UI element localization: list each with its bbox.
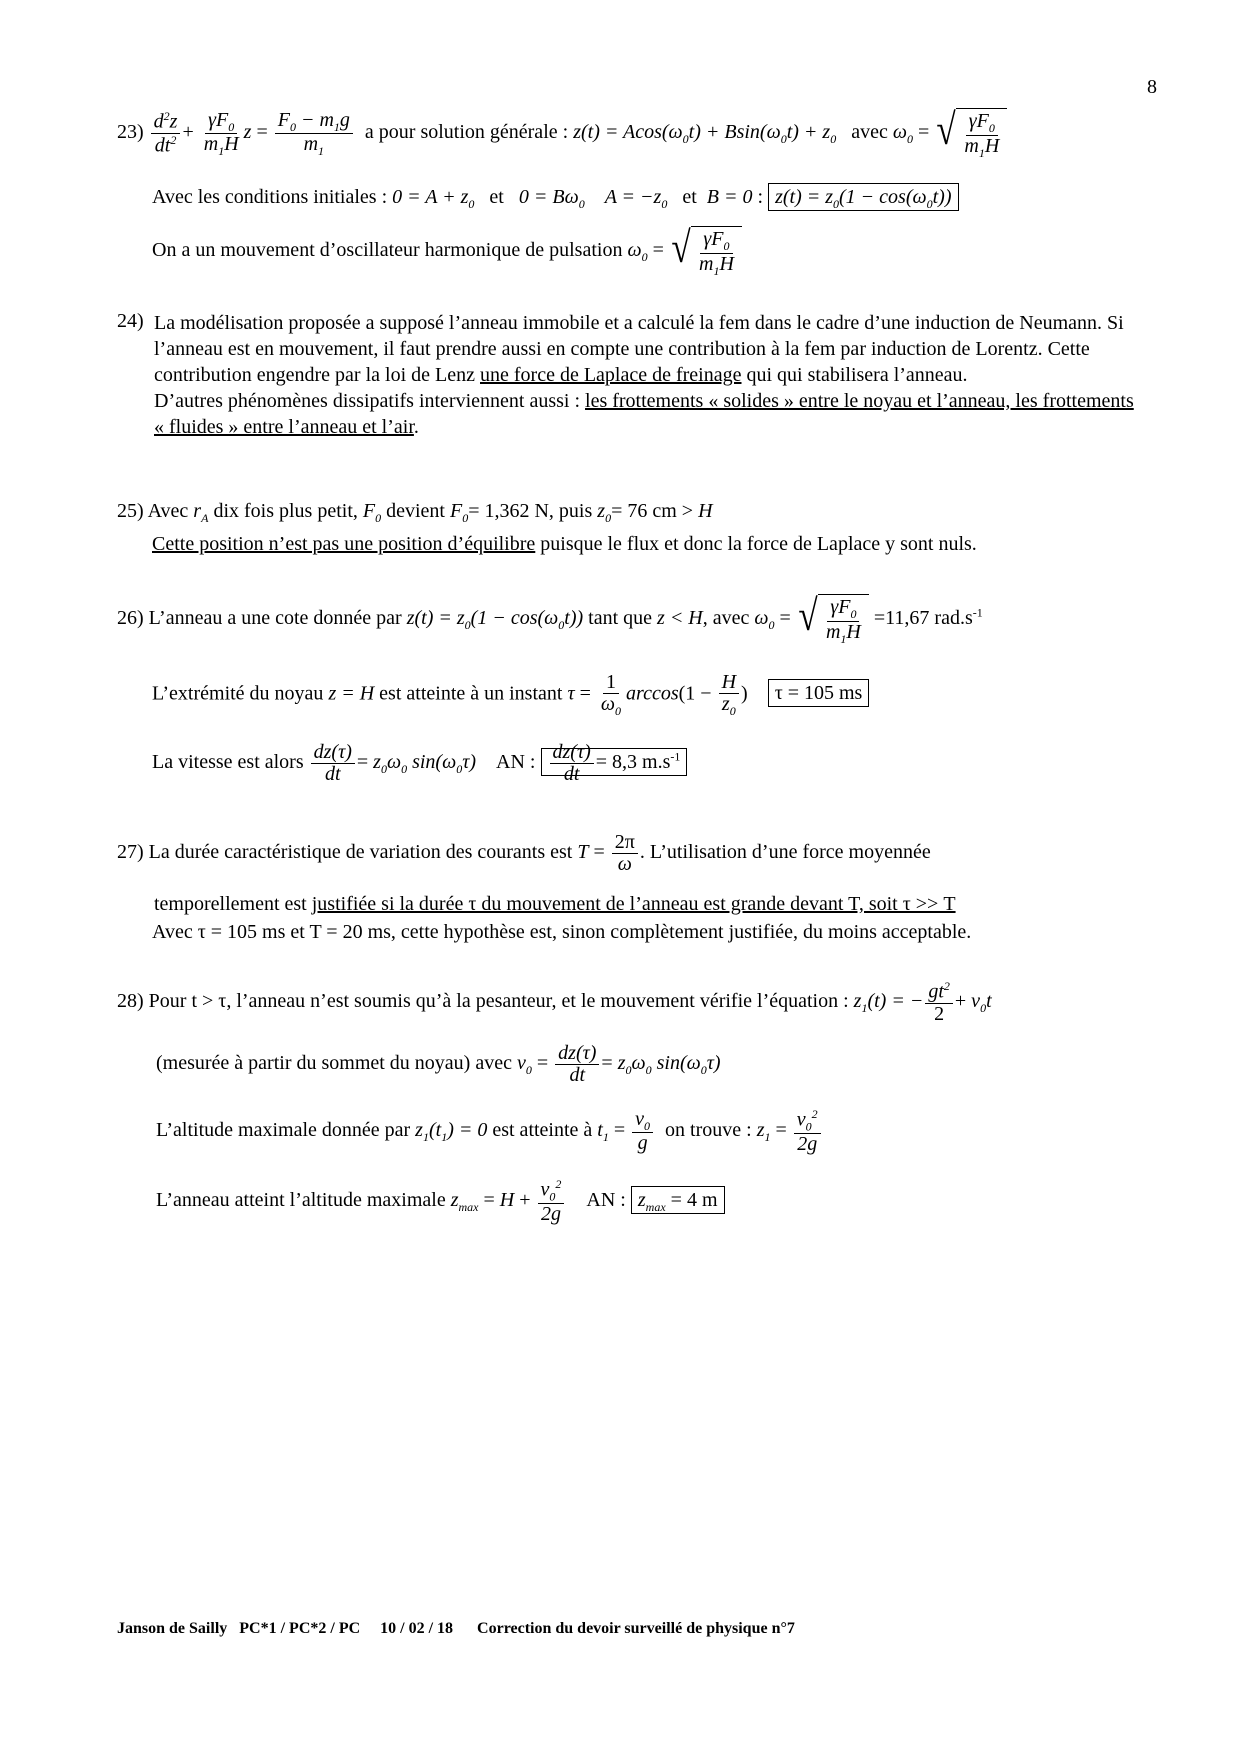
question-28-line4: L’anneau atteint l’altitude maximale $z_{max} = H$ + $\frac{v_0^2}{2g}$ AN : $z_{max} = 4$ m — [156, 1178, 725, 1225]
tau-box: τ = 105 ms — [768, 679, 870, 707]
question-26: 26) L’anneau a une cote donnée par $z(t) = z_0(1 - \cos(\omega_0t))$ tant que z < H, avec $\omega_0$ = √ $\frac{\gamma F_0}{m_1H}$ =11,67 $rad.s^{-1}$ — [117, 591, 983, 646]
question-25: 25) Avec $r_A$ dix fois plus petit, $F_0$ devient $F_0= 1,362$ N, puis $z_0= 76$ cm > H — [117, 500, 713, 525]
initial-conditions: Avec les conditions initiales : $0 = A + z_0$ et $0 = B\omega_0$ $A = -z_0$ et B = 0 : $z(t) = z_0(1 - \cos(\omega_0t))$ — [152, 186, 959, 212]
page-number: 8 — [1147, 76, 1157, 98]
velocity-box: $\frac{dz(\tau)}{dt}$ = 8,3 $m.s^{-1}$ — [541, 748, 688, 776]
question-26-line2: L’extrémité du noyau z = H est atteinte à un instant τ = $\frac{1}{\omega_0}$ arccos(1 − $\frac{H}{z_0}$ ) τ = 105 ms — [152, 672, 869, 718]
question-25-line2: Cette position n’est pas une position d’équilibre puisque le flux et donc la force de Laplace y sont nuls. — [152, 533, 977, 555]
underlined-text: les frottements « solides » entre le noyau et l’anneau, les frottements « fluides » entre l’anneau et l’air — [154, 390, 1134, 438]
oscillator-line: On a un mouvement d’oscillateur harmonique de pulsation $\omega_0$ = √ $\frac{\gamma F_0}{m_1H}$ — [152, 226, 742, 277]
omega0-sqrt: √ $\frac{\gamma F_0}{m_1H}$ — [934, 108, 1007, 159]
question-27-line2: temporellement est justifiée si la durée τ du mouvement de l’anneau est grande devant T, soit τ >> T — [154, 893, 956, 915]
question-27: 27) La durée caractéristique de variation des courants est T = $\frac{2\pi}{\omega}$ . L’utilisation d’une force moyennée — [117, 831, 931, 875]
question-26-line3: La vitesse est alors $\frac{dz(\tau)}{dt}$ = $z_0\omega_0$ $\sin(\omega_0\tau)$ AN : $\frac{dz(\tau)}{dt}$ = 8,3 $m.s^{-1}$ — [152, 742, 687, 785]
footer: Janson de Sailly PC*1 / PC*2 / PC 10 / 02 / 18 Correction du devoir surveillé de physique n°7 — [117, 1620, 795, 1637]
equation-term: $\frac{\gamma F_0}{m_1H}$ — [203, 108, 239, 159]
general-solution: $z(t) = Acos(\omega_0t) + Bsin(\omega_0t) + z_0$ — [573, 121, 837, 147]
underlined-text: une force de Laplace de freinage — [480, 364, 742, 386]
question-28-line2: (mesurée à partir du sommet du noyau) avec $v_0$ = $\frac{dz(\tau)}{dt}$ = $z_0\omega_0$ $\sin(\omega_0\tau)$ — [156, 1042, 721, 1086]
omega-value: =11,67 rad.s — [873, 607, 973, 630]
question-23: 23) $\frac{d^2z}{dt^2}$ + $\frac{\gamma F_0}{m_1H}$ z = $\frac{F_0 - m_1g}{m_1}$ a pour solution générale : $z(t) = Acos(\omega_0t) + Bsin(\omega_0t) + z_0$ avec $\omega_0$ = √ $\frac{\gamma F_0}{m_1H}$ — [117, 108, 1007, 159]
question-27-line3: Avec τ = 105 ms et T = 20 ms, cette hypothèse est, sinon complètement justifiée, du moins acceptable. — [152, 921, 972, 943]
underlined-text: justifiée si la durée τ du mouvement de l’anneau est grande devant T, soit τ >> T — [311, 893, 956, 915]
question-28: 28) Pour t > τ, l’anneau n’est soumis qu’à la pesanteur, et le mouvement vérifie l’équation : $z_1(t)$ = − $\frac{gt^2}{2}$ + $v_0t$ — [117, 979, 992, 1025]
question-number: 24) — [117, 310, 144, 332]
question-number: 23) — [117, 121, 144, 144]
question-28-line3: L’altitude maximale donnée par $z_1(t_1) = 0$ est atteinte à $t_1$ = $\frac{v_0}{g}$ on trouve : $z_1$ = $\frac{v_0^2}{2g}$ — [156, 1108, 823, 1155]
solution-box: $z(t) = z_0(1 - \cos(\omega_0t))$ — [768, 183, 958, 211]
equation-diff: $\frac{d^2z}{dt^2}$ — [151, 110, 181, 156]
underlined-text: Cette position n’est pas une position d’équilibre — [152, 533, 536, 555]
zmax-box: $z_{max} = 4$ m — [631, 1186, 725, 1214]
question-24: La modélisation proposée a supposé l’anneau immobile et a calculé la fem dans le cadre d’une induction de Neumann. Si l’anneau est en mouvement, il faut prendre aussi en compte une contribution à la fem par induction de Lorentz. Cette contribution engendre par la loi de Lenz une force de Laplace de freinage qui qui stabilisera l’anneau. D’autres phénomènes dissipatifs interviennent aussi : les frottements « solides » entre le noyau et l’anneau, les frottements « fluides » entre l’anneau et l’air. — [154, 312, 1134, 438]
equation-rhs: $\frac{F_0 - m_1g}{m_1}$ — [275, 110, 353, 158]
